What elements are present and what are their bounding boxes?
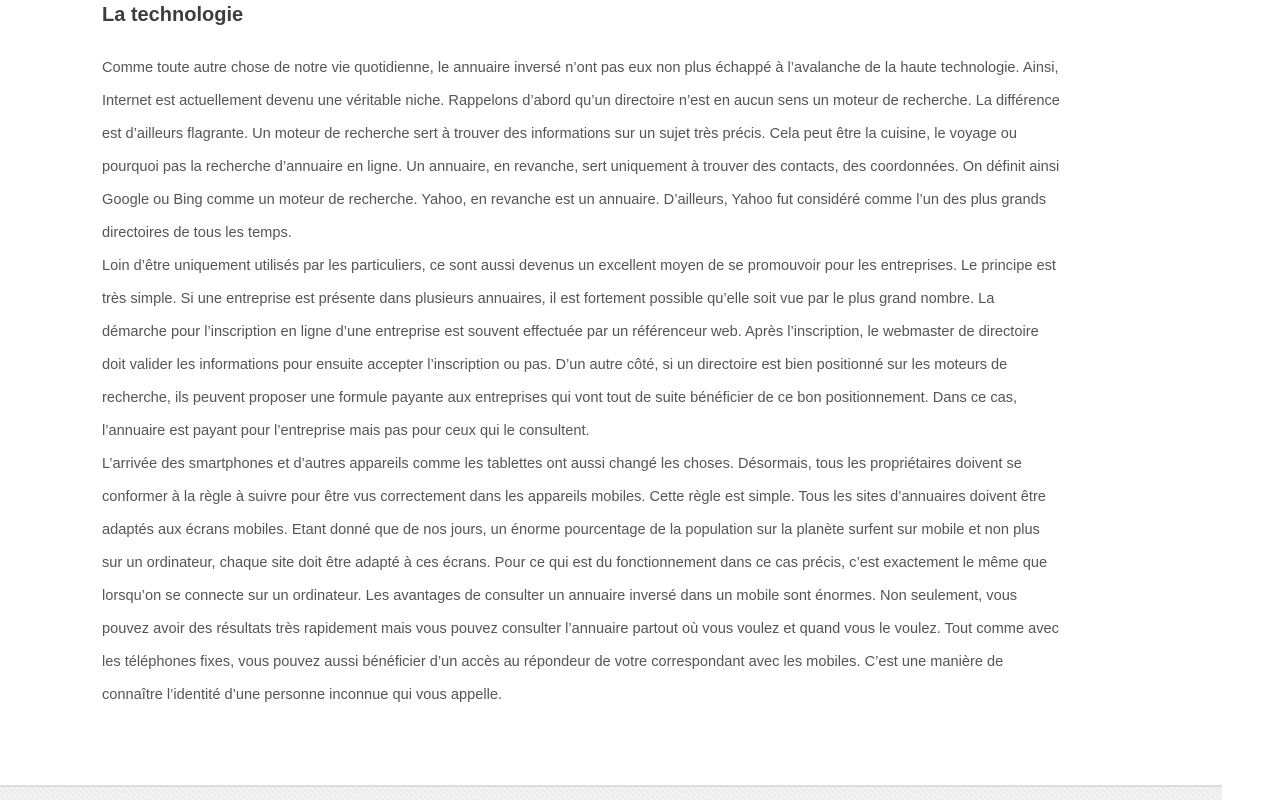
- article-paragraph: Loin d’être uniquement utilisés par les particuliers, ce sont aussi devenus un excellent moyen de se promouvoir pour les entreprises. Le principe est très simple. Si une entreprise est présente dans plusieurs annuaires, il est fortement possible qu’elle soit vue par le plus grand nombre. La démarche pour l’inscription en ligne d’une entreprise est souvent effectuée par un référenceur web. Après l’inscription, le webmaster de directoire doit valider les informations pour ensuite accepter l’inscription ou pas. D’un autre côté, si un directoire est bien positionné sur les moteurs de recherche, ils peuvent proposer une formule payante aux entreprises qui vont tout de suite bénéficier de ce bon positionnement. Dans ce cas, l’annuaire est payant pour l’entreprise mais pas pour ceux qui le consultent.: [102, 258, 1056, 439]
- article-paragraph: Comme toute autre chose de notre vie quotidienne, le annuaire inversé n’ont pas eux non plus échappé à l’avalanche de la haute technologie. Ainsi, Internet est actuellement devenu une véritable niche. Rappelons d’abord qu’un directoire n’est en aucun sens un moteur de recherche. La différence est d’ailleurs flagrante. Un moteur de recherche sert à trouver des informations sur un sujet très précis. Cela peut être la cuisine, le voyage ou pourquoi pas la recherche d’annuaire en ligne. Un annuaire, en revanche, sert uniquement à trouver des contacts, des coordonnées. On définit ainsi Google ou Bing comme un moteur de recherche. Yahoo, en revanche est un annuaire. D’ailleurs, Yahoo fut considéré comme l’un des plus grands directoires de tous les temps.: [102, 60, 1060, 241]
- footer-band: [0, 785, 1222, 800]
- article-body: [102, 52, 1062, 712]
- article-paragraph: L’arrivée des smartphones et d’autres appareils comme les tablettes ont aussi changé les choses. Désormais, tous les propriétaires doivent se conformer à la règle à suivre pour être vus correctement dans les appareils mobiles. Cette règle est simple. Tous les sites d’annuaires doivent être adaptés aux écrans mobiles. Etant donné que de nos jours, un énorme pourcentage de la population sur la planète surfent sur mobile et non plus sur un ordinateur, chaque site doit être adapté à ces écrans. Pour ce qui est du fonctionnement dans ce cas précis, c’est exactement le même que lorsqu’on se connecte sur un ordinateur. Les avantages de consulter un annuaire inversé dans un mobile sont énormes. Non seulement, vous pouvez avoir des résultats très rapidement mais vous pouvez consulter l’annuaire partout où vous voulez et quand vous le voulez. Tout comme avec les téléphones fixes, vous pouvez aussi bénéficier d’un accès au répondeur de votre correspondant avec les mobiles. C’est une manière de connaître l’identité d’une personne inconnue qui vous appelle.: [102, 456, 1059, 703]
- section-title: La technologie: [102, 4, 244, 26]
- article-content: [102, 0, 1062, 712]
